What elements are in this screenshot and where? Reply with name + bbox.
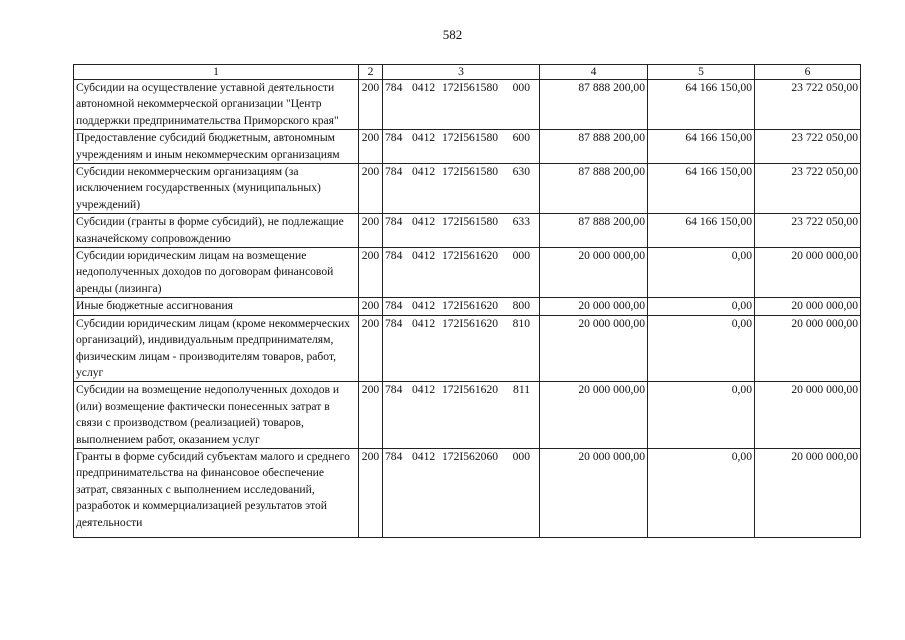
section-code: 0412 bbox=[412, 165, 436, 179]
table-row bbox=[74, 248, 861, 298]
ministry-code: 784 bbox=[385, 449, 403, 463]
row-amount-col-6: 23 722 050,00 bbox=[755, 130, 861, 164]
row-amount-col-6: 23 722 050,00 bbox=[755, 164, 861, 214]
row-amount-col-4: 20 000 000,00 bbox=[540, 248, 648, 298]
header-col-5: 5 bbox=[648, 65, 755, 80]
ministry-code: 784 bbox=[385, 249, 403, 263]
section-code: 0412 bbox=[412, 249, 436, 263]
header-row bbox=[74, 65, 861, 80]
table-header bbox=[74, 65, 861, 80]
table-row bbox=[74, 315, 861, 382]
row-description: Гранты в форме субсидий субъектам малого и среднего предпринимательства на финансовое обеспечение затрат, связанных с выполнением исследований, разработок и коммерциализацией результатов этой деятельности bbox=[74, 448, 359, 537]
row-description: Субсидии (гранты в форме субсидий), не подлежащие казначейскому сопровождению bbox=[74, 214, 359, 248]
row-budget-code bbox=[383, 164, 540, 214]
row-amount-col-5: 0,00 bbox=[648, 315, 755, 382]
ministry-code: 784 bbox=[385, 165, 403, 179]
row-code-200: 200 bbox=[359, 298, 383, 315]
row-amount-col-6: 23 722 050,00 bbox=[755, 80, 861, 130]
table-row bbox=[74, 448, 861, 537]
header-col-1: 1 bbox=[74, 65, 359, 80]
target-article-code: 172I561580 bbox=[442, 165, 499, 179]
row-description: Субсидии юридическим лицам (кроме некоммерческих организаций), индивидуальным предпринимателям, физическим лицам - производителям товаров, работ, услуг bbox=[74, 315, 359, 382]
row-amount-col-4: 20 000 000,00 bbox=[540, 315, 648, 382]
page-number: 582 bbox=[442, 27, 463, 42]
table-row bbox=[74, 164, 861, 214]
section-code: 0412 bbox=[412, 383, 436, 397]
expense-type-code: 810 bbox=[512, 316, 530, 330]
row-budget-code bbox=[383, 448, 540, 537]
row-code-200: 200 bbox=[359, 214, 383, 248]
row-code-200: 200 bbox=[359, 80, 383, 130]
row-code-200: 200 bbox=[359, 315, 383, 382]
ministry-code: 784 bbox=[385, 316, 403, 330]
row-description: Субсидии юридическим лицам на возмещение недополученных доходов по договорам финансовой аренды (лизинга) bbox=[74, 248, 359, 298]
ministry-code: 784 bbox=[385, 81, 403, 94]
section-code: 0412 bbox=[412, 299, 436, 313]
row-description: Субсидии некоммерческим организациям (за исключением государственных (муниципальных) учреждений) bbox=[74, 164, 359, 214]
target-article-code: 172I561580 bbox=[442, 81, 499, 94]
section-code: 0412 bbox=[412, 215, 436, 229]
row-amount-col-4: 87 888 200,00 bbox=[540, 130, 648, 164]
row-amount-col-4: 20 000 000,00 bbox=[540, 382, 648, 449]
section-code: 0412 bbox=[412, 449, 436, 463]
budget-table bbox=[73, 64, 861, 538]
ministry-code: 784 bbox=[385, 383, 403, 397]
table-row bbox=[74, 80, 861, 130]
target-article-code: 172I561580 bbox=[442, 131, 499, 145]
header-col-6: 6 bbox=[755, 65, 861, 80]
target-article-code: 172I561620 bbox=[442, 316, 499, 330]
row-description: Иные бюджетные ассигнования bbox=[74, 298, 359, 315]
row-amount-col-4: 87 888 200,00 bbox=[540, 164, 648, 214]
row-description: Субсидии на осуществление уставной деятельности автономной некоммерческой организации "Центр поддержки предпринимательства Приморского края" bbox=[74, 80, 359, 130]
row-amount-col-5: 0,00 bbox=[648, 382, 755, 449]
table-row bbox=[74, 298, 861, 315]
target-article-code: 172I562060 bbox=[442, 449, 499, 463]
row-amount-col-6: 20 000 000,00 bbox=[755, 382, 861, 449]
row-budget-code bbox=[383, 80, 540, 130]
row-amount-col-5: 64 166 150,00 bbox=[648, 164, 755, 214]
expense-type-code: 800 bbox=[512, 299, 530, 313]
ministry-code: 784 bbox=[385, 215, 403, 229]
row-amount-col-4: 20 000 000,00 bbox=[540, 298, 648, 315]
expense-type-code: 600 bbox=[512, 131, 530, 145]
row-code-200: 200 bbox=[359, 130, 383, 164]
expense-type-code: 000 bbox=[512, 449, 530, 463]
row-code-200: 200 bbox=[359, 382, 383, 449]
row-amount-col-6: 20 000 000,00 bbox=[755, 298, 861, 315]
row-description: Предоставление субсидий бюджетным, автономным учреждениям и иным некоммерческим организациям bbox=[74, 130, 359, 164]
table-body bbox=[74, 80, 861, 538]
row-description: Субсидии на возмещение недополученных доходов и (или) возмещение фактически понесенных затрат в связи с производством (реализацией) товаров, выполнением работ, оказанием услуг bbox=[74, 382, 359, 449]
row-amount-col-6: 23 722 050,00 bbox=[755, 214, 861, 248]
target-article-code: 172I561620 bbox=[442, 383, 499, 397]
header-col-4: 4 bbox=[540, 65, 648, 80]
header-col-2: 2 bbox=[359, 65, 383, 80]
row-code-200: 200 bbox=[359, 448, 383, 537]
row-amount-col-5: 64 166 150,00 bbox=[648, 130, 755, 164]
row-amount-col-6: 20 000 000,00 bbox=[755, 448, 861, 537]
expense-type-code: 811 bbox=[513, 383, 530, 397]
row-amount-col-6: 20 000 000,00 bbox=[755, 315, 861, 382]
row-amount-col-4: 87 888 200,00 bbox=[540, 80, 648, 130]
row-amount-col-5: 64 166 150,00 bbox=[648, 214, 755, 248]
row-budget-code bbox=[383, 214, 540, 248]
ministry-code: 784 bbox=[385, 131, 403, 145]
row-amount-col-6: 20 000 000,00 bbox=[755, 248, 861, 298]
header-col-3: 3 bbox=[383, 65, 540, 80]
ministry-code: 784 bbox=[385, 299, 403, 313]
row-amount-col-5: 64 166 150,00 bbox=[648, 80, 755, 130]
expense-type-code: 630 bbox=[512, 165, 530, 179]
table-row bbox=[74, 382, 861, 449]
section-code: 0412 bbox=[412, 81, 436, 94]
section-code: 0412 bbox=[412, 316, 436, 330]
row-budget-code bbox=[383, 315, 540, 382]
table-row bbox=[74, 214, 861, 248]
row-budget-code bbox=[383, 248, 540, 298]
expense-type-code: 000 bbox=[512, 249, 530, 263]
target-article-code: 172I561620 bbox=[442, 249, 499, 263]
row-amount-col-4: 87 888 200,00 bbox=[540, 214, 648, 248]
target-article-code: 172I561620 bbox=[442, 299, 499, 313]
row-amount-col-5: 0,00 bbox=[648, 248, 755, 298]
row-amount-col-5: 0,00 bbox=[648, 448, 755, 537]
row-code-200: 200 bbox=[359, 164, 383, 214]
section-code: 0412 bbox=[412, 131, 436, 145]
row-budget-code bbox=[383, 382, 540, 449]
row-amount-col-5: 0,00 bbox=[648, 298, 755, 315]
target-article-code: 172I561580 bbox=[442, 215, 499, 229]
row-budget-code bbox=[383, 298, 540, 315]
row-budget-code bbox=[383, 130, 540, 164]
row-code-200: 200 bbox=[359, 248, 383, 298]
row-amount-col-4: 20 000 000,00 bbox=[540, 448, 648, 537]
expense-type-code: 633 bbox=[512, 215, 530, 229]
table-row bbox=[74, 130, 861, 164]
expense-type-code: 000 bbox=[512, 81, 530, 94]
